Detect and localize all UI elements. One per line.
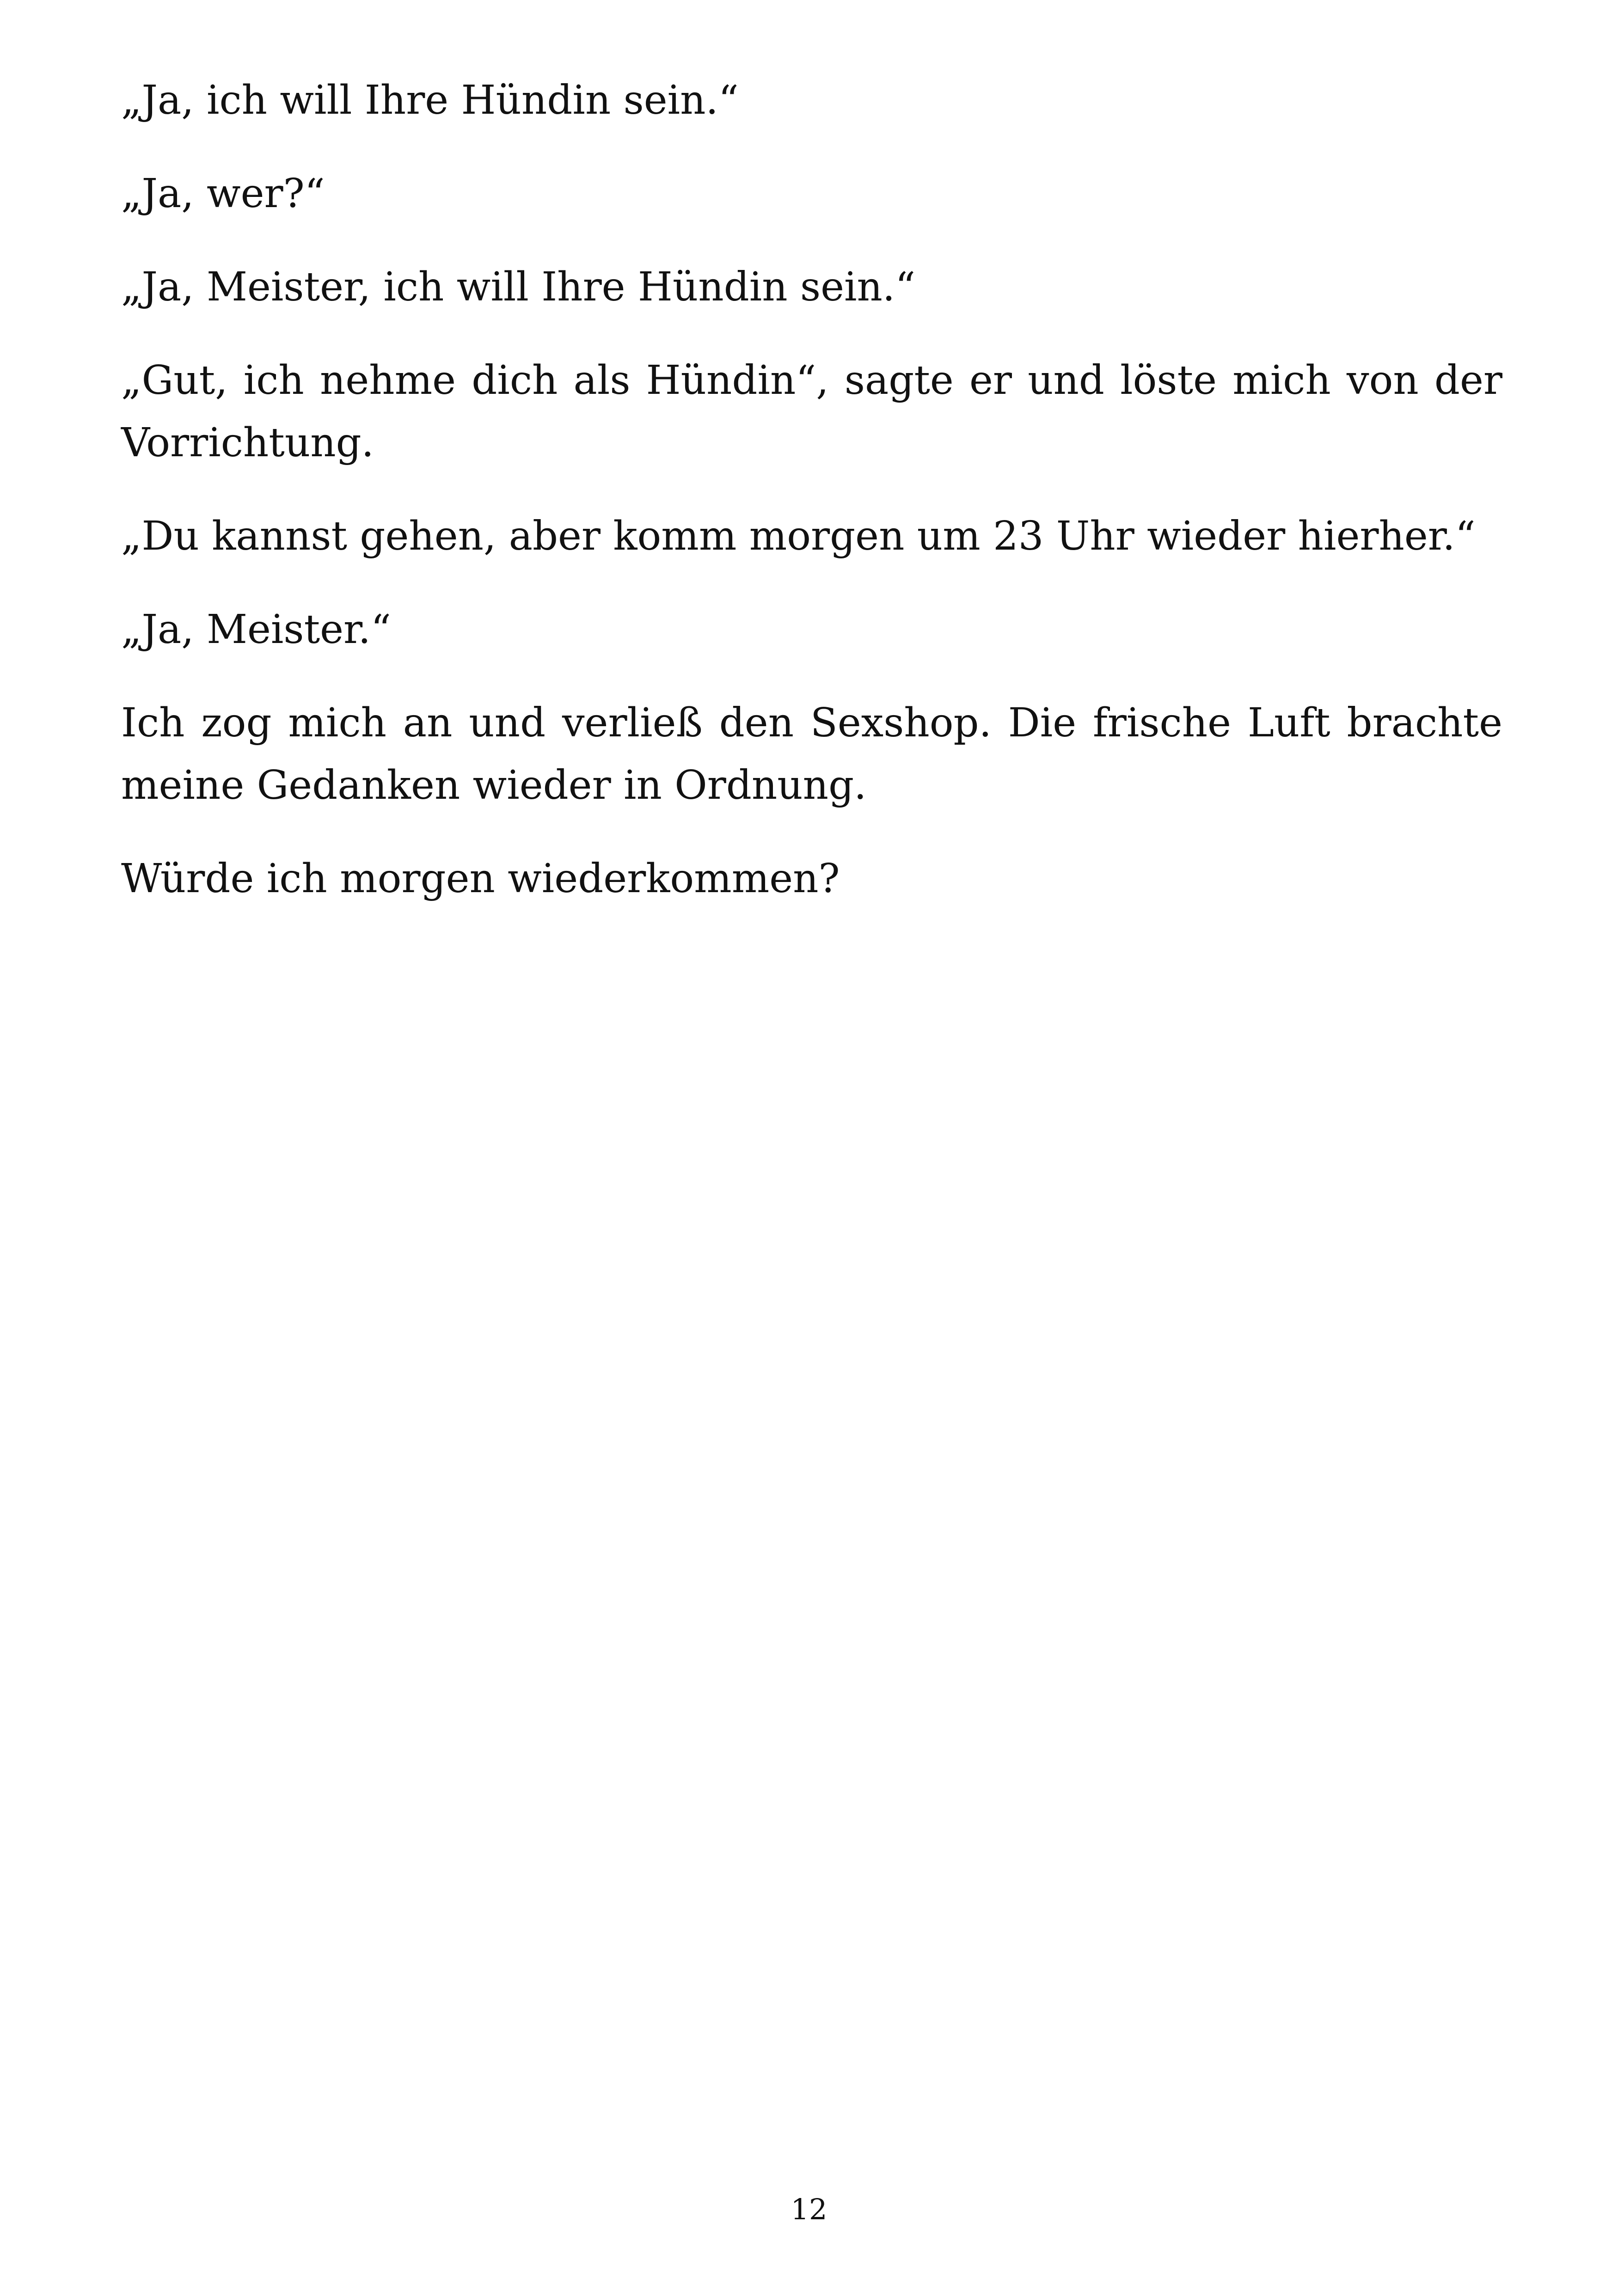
- paragraph: „Ja, Meister.“: [121, 606, 391, 653]
- page-number: 12: [791, 2192, 827, 2226]
- paragraph: „Ja, ich will Ihre Hündin sein.“: [121, 77, 739, 123]
- text-body: [121, 69, 1502, 941]
- paragraph: Würde ich morgen wiederkommen?: [121, 856, 840, 902]
- paragraph: Ich zog mich an und verließ den Sexshop. Die frische Luft brachte meine Gedanken wieder in Ordnung.: [121, 700, 1502, 808]
- paragraph: „Gut, ich nehme dich als Hündin“, sagte er und löste mich von der Vorrichtung.: [121, 357, 1502, 466]
- paragraph: „Ja, wer?“: [121, 171, 325, 217]
- paragraph: „Ja, Meister, ich will Ihre Hündin sein.“: [121, 264, 916, 310]
- paragraph: „Du kannst gehen, aber komm morgen um 23 Uhr wieder hierher.“: [121, 513, 1476, 559]
